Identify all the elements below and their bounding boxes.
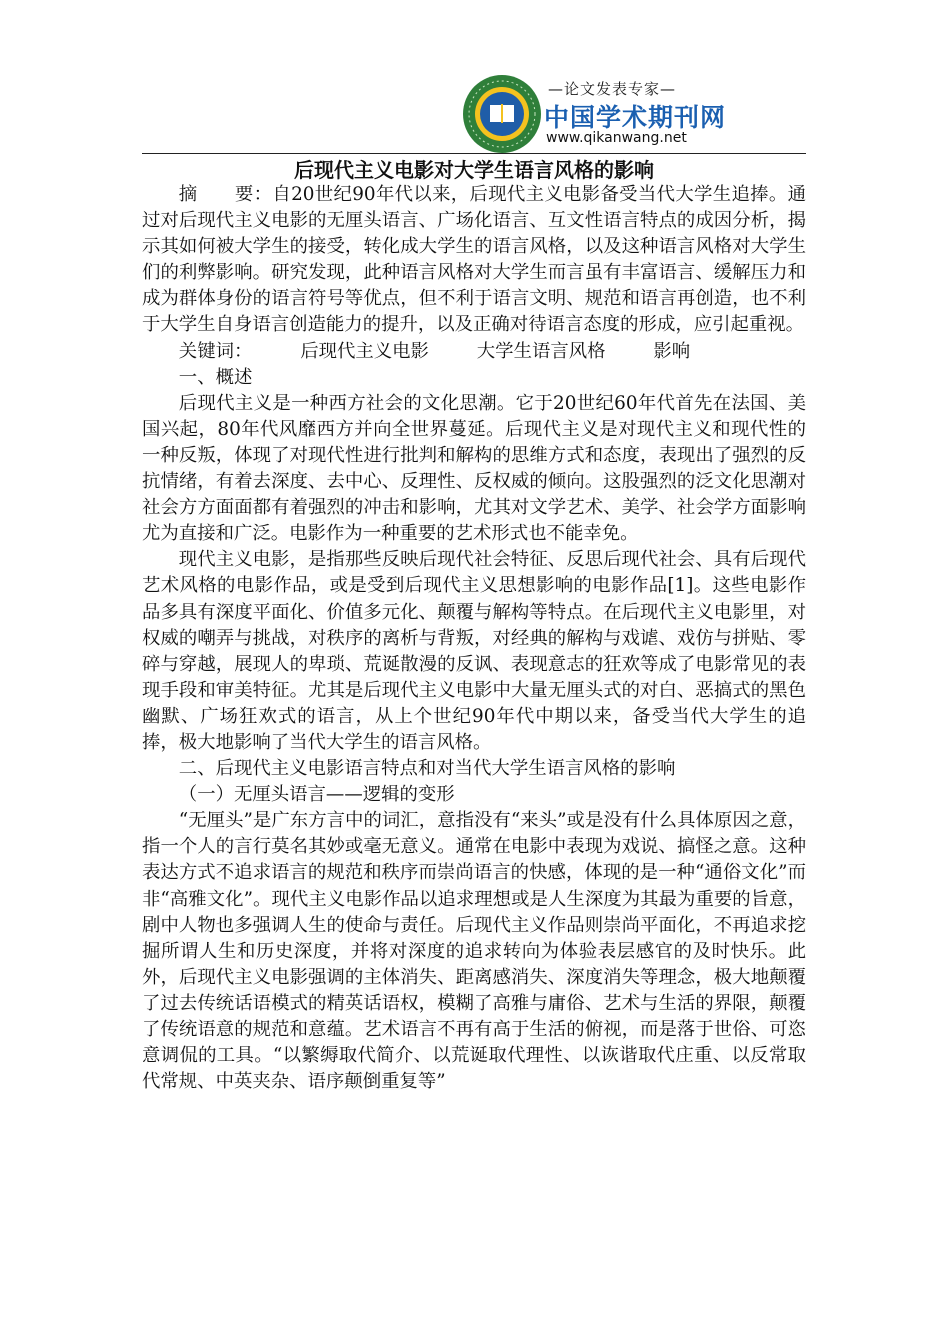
article-title: 后现代主义电影对大学生语言风格的影响 <box>294 158 654 182</box>
section-heading: 一、概述 <box>178 366 253 388</box>
keyword-item: 后现代主义电影 <box>300 340 429 362</box>
logo-brand: 中国学术期刊网 <box>544 103 727 132</box>
paragraph: “无厘头”是广东方言中的词汇，意指没有“来头”或是没有什么具体原因之意，指一个人的言行莫名其妙或毫无意义。通常在电影中表现为戏说、搞怪之意。这种表达方式不追求语言的规范和秩序而崇尚语言的快感，体现的是一种“通俗文化”而非“高雅文化”。现代主义电影作品以追求理想或是人生深度为其最为重要的旨意，剧中人物也多强调人生的使命与责任。后现代主义作品则崇尚平面化，不再追求挖掘所谓人生和历史深度，并将对深度的追求转向为体验表层感官的及时快乐。此外，后现代主义电影强调的主体消失、距离感消失、深度消失等理念，极大地颠覆了过去传统话语模式的精英话语权，模糊了高雅与庸俗、艺术与生活的界限，颠覆了传统语意的规范和意蕴。艺术语言不再有高于生活的俯视，而是落于世俗、可恣意调侃的工具。“以繁缛取代简介、以荒诞取代理性、以诙谐取代庄重、以反常取代常规、中英夹杂、语序颠倒重复等” <box>142 810 806 1093</box>
paragraph: 现代主义电影，是指那些反映后现代社会特征、反思后现代社会、具有后现代艺术风格的电影作品，或是受到后现代主义思想影响的电影作品[1]。这些电影作品多具有深度平面化、价值多元化、颠覆与解构等特点。在后现代主义电影里，对权威的嘲弄与挑战，对秩序的离析与背叛，对经典的解构与戏谑、戏仿与拼贴、零碎与穿越，展现人的卑琐、荒诞散漫的反讽、表现意志的狂欢等成了电影常见的表现手段和审美特征。尤其是后现代主义电影中大量无厘头式的对白、恶搞式的黑色幽默、广场狂欢式的语言，从上个世纪90年代中期以来，备受当代大学生的追捧，极大地影响了当代大学生的语言风格。 <box>142 549 806 753</box>
keyword-item: 影响 <box>653 340 691 362</box>
journal-logo <box>462 74 727 154</box>
section-heading: 二、后现代主义电影语言特点和对当代大学生语言风格的影响 <box>178 758 676 780</box>
subsection-heading: （一）无厘头语言——逻辑的变形 <box>178 784 455 806</box>
keywords-label: 关键词： <box>178 340 253 362</box>
journal-seal-icon <box>462 74 542 154</box>
keywords <box>142 339 806 365</box>
abstract-label: 摘 要： <box>178 184 273 205</box>
header-rule <box>142 153 806 154</box>
keyword-item: 大学生语言风格 <box>476 340 606 362</box>
article-body <box>142 182 806 1095</box>
logo-slogan: —论文发表专家— <box>548 80 677 98</box>
abstract <box>142 182 806 339</box>
paragraph: 后现代主义是一种西方社会的文化思潮。它于20世纪60年代首先在法国、美国兴起，80年代风靡西方并向全世界蔓延。后现代主义是对现代主义和现代性的一种反叛，体现了对现代性进行批判和解构的思维方式和态度，表现出了强烈的反抗情绪，有着去深度、去中心、反理性、反权威的倾向。这股强烈的泛文化思潮对社会方方面面都有着强烈的冲击和影响，尤其对文学艺术、美学、社会学方面影响尤为直接和广泛。电影作为一种重要的艺术形式也不能幸免。 <box>142 392 806 545</box>
abstract-text: 自20世纪90年代以来，后现代主义电影备受当代大学生追捧。通过对后现代主义电影的无厘头语言、广场化语言、互文性语言特点的成因分析，揭示其如何被大学生的接受，转化成大学生的语言风格，以及这种语言风格对大学生们的利弊影响。研究发现，此种语言风格对大学生而言虽有丰富语言、缓解压力和成为群体身份的语言符号等优点，但不利于语言文明、规范和语言再创造，也不利于大学生自身语言创造能力的提升，以及正确对待语言态度的形成，应引起重视。 <box>142 184 806 336</box>
logo-url[interactable]: www.qikanwang.net <box>546 130 687 146</box>
